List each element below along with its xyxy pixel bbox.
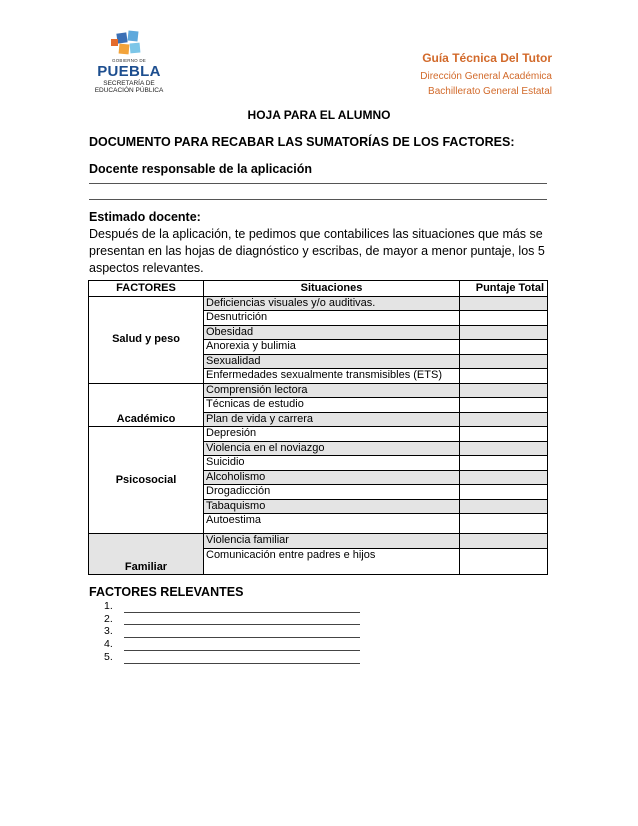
- factor-salud-y-peso: Salud y peso: [89, 296, 204, 383]
- list-number: 2.: [104, 612, 113, 625]
- header-situaciones: Situaciones: [204, 281, 460, 297]
- answer-line[interactable]: [124, 628, 360, 638]
- sep-puebla-logo: [88, 30, 170, 96]
- score-input[interactable]: [460, 549, 548, 575]
- list-item: [104, 625, 360, 638]
- situation-cell: Tabaquismo: [204, 499, 460, 514]
- department-name: Dirección General Académica: [420, 71, 552, 82]
- situation-cell: Drogadicción: [204, 485, 460, 500]
- table-row: [89, 534, 548, 549]
- list-item: [104, 613, 360, 626]
- relevant-factors-title: FACTORES RELEVANTES: [89, 585, 244, 599]
- situation-cell: Deficiencias visuales y/o auditivas.: [204, 296, 460, 311]
- situation-cell: Violencia familiar: [204, 534, 460, 549]
- score-input[interactable]: [460, 456, 548, 471]
- situation-cell: Técnicas de estudio: [204, 398, 460, 413]
- answer-line[interactable]: [124, 654, 360, 664]
- page-title: HOJA PARA EL ALUMNO: [247, 108, 391, 122]
- situation-cell: Obesidad: [204, 325, 460, 340]
- logo-secretaria-line2: EDUCACIÓN PÚBLICA: [94, 87, 164, 94]
- situation-cell: Sexualidad: [204, 354, 460, 369]
- document-header: [420, 51, 552, 99]
- relevant-factors-list: [104, 600, 360, 664]
- logo-secretaria-line1: SECRETARÍA DE: [103, 80, 155, 87]
- score-input[interactable]: [460, 534, 548, 549]
- score-input[interactable]: [460, 470, 548, 485]
- instructions-paragraph: Después de la aplicación, te pedimos que contabilices las situaciones que más se presentan en las hojas de diagnóstico y escribas, de mayor a menor puntaje, los 5 aspectos relevantes.: [89, 227, 545, 275]
- list-number: 1.: [104, 600, 113, 612]
- table-row: [89, 383, 548, 398]
- guide-title: Guía Técnica Del Tutor: [422, 51, 552, 65]
- situation-cell: Comunicación entre padres e hijos: [204, 549, 460, 575]
- score-input[interactable]: [460, 311, 548, 326]
- list-item: [104, 600, 360, 613]
- logo-mark-icon: [108, 30, 150, 58]
- situation-cell: Autoestima: [204, 514, 460, 534]
- list-number: 4.: [104, 638, 113, 651]
- factor-familiar: Familiar: [89, 534, 204, 575]
- answer-line[interactable]: [124, 603, 360, 613]
- score-input[interactable]: [460, 485, 548, 500]
- docente-name-line-1[interactable]: [89, 183, 547, 184]
- docente-label: Docente responsable de la aplicación: [89, 162, 312, 176]
- factors-table: [88, 280, 548, 575]
- score-input[interactable]: [460, 383, 548, 398]
- situation-cell: Comprensión lectora: [204, 383, 460, 398]
- list-item: [104, 651, 360, 664]
- header-puntaje-total: Puntaje Total: [460, 281, 548, 297]
- score-input[interactable]: [460, 354, 548, 369]
- logo-wordmark: PUEBLA: [97, 63, 161, 80]
- situation-cell: Plan de vida y carrera: [204, 412, 460, 427]
- situation-cell: Suicidio: [204, 456, 460, 471]
- score-input[interactable]: [460, 412, 548, 427]
- score-input[interactable]: [460, 441, 548, 456]
- situation-cell: Violencia en el noviazgo: [204, 441, 460, 456]
- score-input[interactable]: [460, 340, 548, 355]
- answer-line[interactable]: [124, 615, 360, 625]
- situation-cell: Desnutrición: [204, 311, 460, 326]
- score-input[interactable]: [460, 369, 548, 384]
- situation-cell: Enfermedades sexualmente transmisibles (ETS): [204, 369, 460, 384]
- table-row: [89, 427, 548, 442]
- score-input[interactable]: [460, 514, 548, 534]
- greeting: Estimado docente:: [89, 210, 201, 224]
- situation-cell: Alcoholismo: [204, 470, 460, 485]
- table-header-row: [89, 281, 548, 297]
- score-input[interactable]: [460, 325, 548, 340]
- situation-cell: Anorexia y bulimia: [204, 340, 460, 355]
- situation-cell: Depresión: [204, 427, 460, 442]
- score-input[interactable]: [460, 296, 548, 311]
- document-subtitle: DOCUMENTO PARA RECABAR LAS SUMATORÍAS DE LOS FACTORES:: [89, 135, 515, 149]
- list-item: [104, 638, 360, 651]
- score-input[interactable]: [460, 398, 548, 413]
- score-input[interactable]: [460, 499, 548, 514]
- subdepartment-name: Bachillerato General Estatal: [428, 86, 552, 97]
- table-row: [89, 296, 548, 311]
- score-input[interactable]: [460, 427, 548, 442]
- factor-academico: Académico: [89, 383, 204, 427]
- logo-caption: GOBIERNO DE: [112, 58, 146, 63]
- factor-psicosocial: Psicosocial: [89, 427, 204, 534]
- answer-line[interactable]: [124, 641, 360, 651]
- list-number: 3.: [104, 625, 113, 638]
- header-factores: FACTORES: [89, 281, 204, 297]
- docente-name-line-2[interactable]: [89, 199, 547, 200]
- list-number: 5.: [104, 650, 113, 663]
- logo-secretaria: [88, 80, 170, 94]
